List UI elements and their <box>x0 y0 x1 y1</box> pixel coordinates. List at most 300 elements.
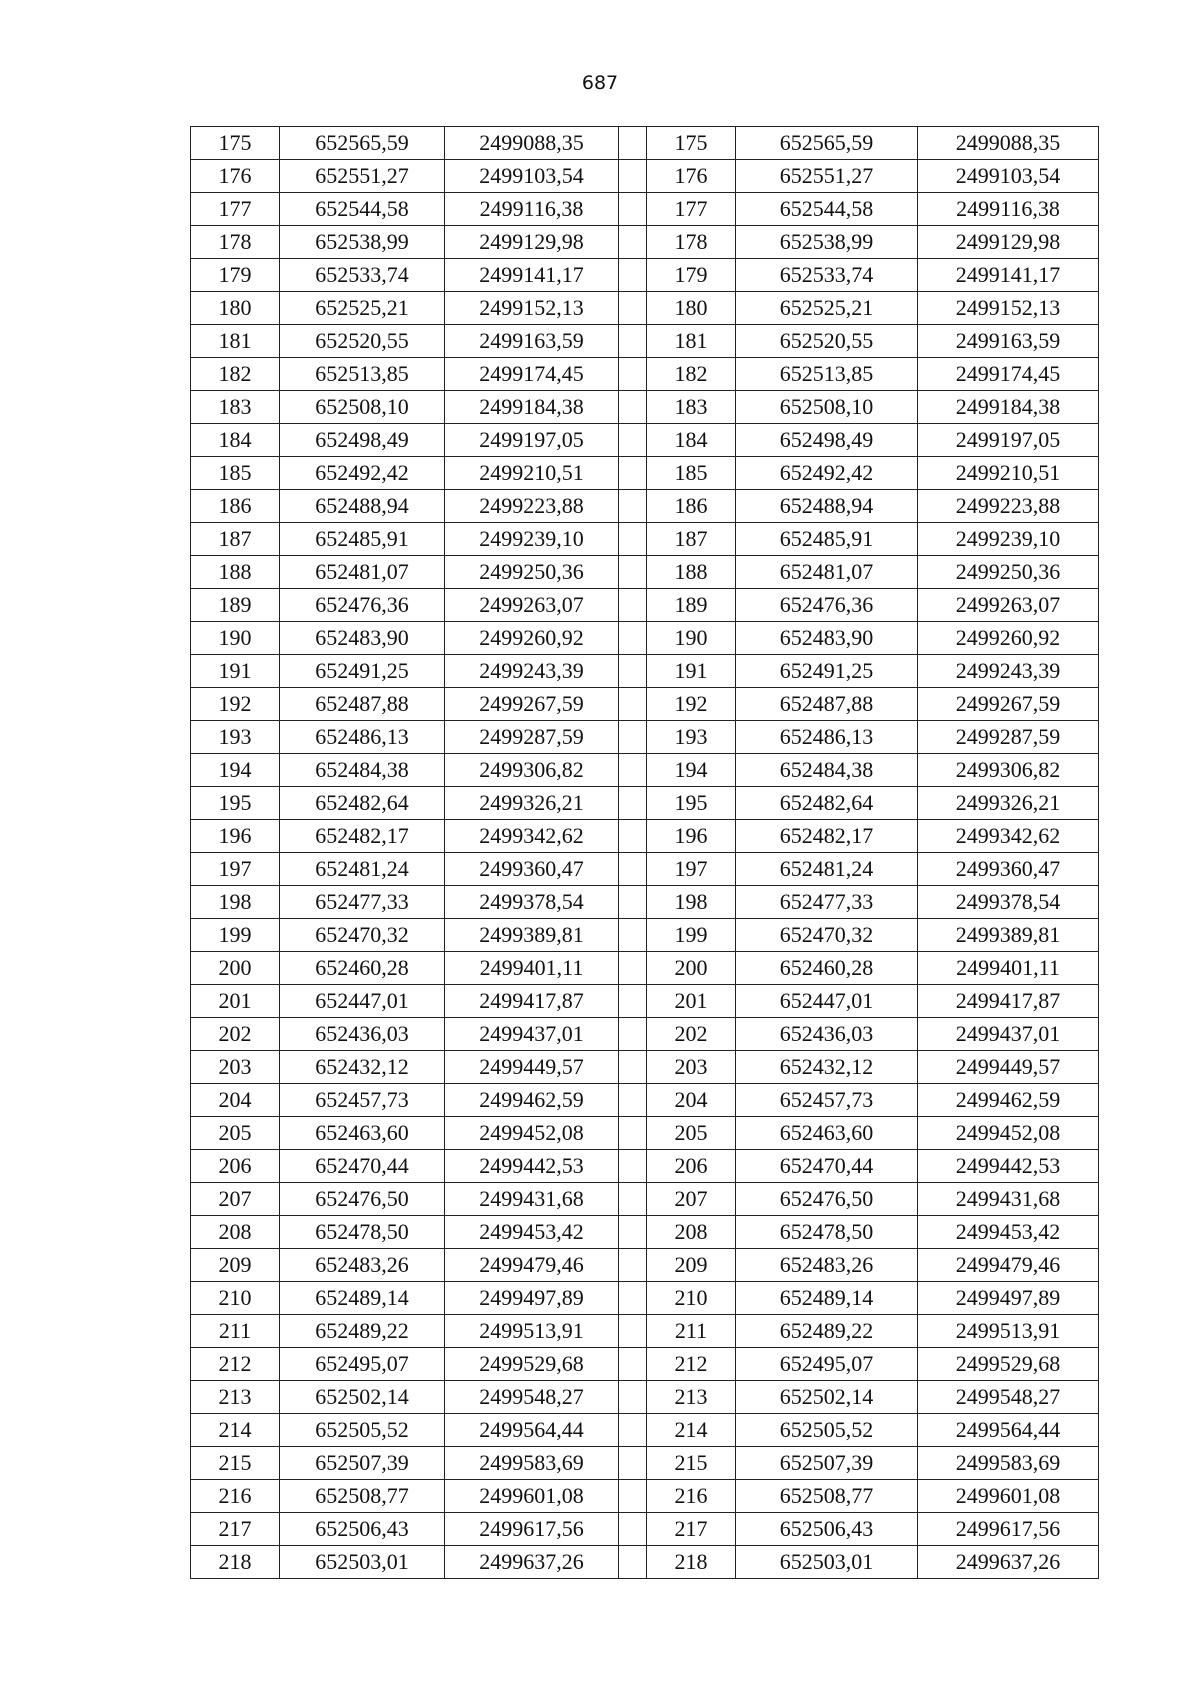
separator-cell <box>619 787 647 820</box>
table-row <box>191 1216 1099 1249</box>
x-coordinate-cell: 652484,38 <box>280 754 445 787</box>
y-coordinate-cell: 2499529,68 <box>918 1348 1099 1381</box>
x-coordinate-cell: 652432,12 <box>280 1051 445 1084</box>
separator-cell <box>619 1282 647 1315</box>
separator-cell <box>619 358 647 391</box>
x-coordinate-cell: 652432,12 <box>736 1051 918 1084</box>
x-coordinate-cell: 652565,59 <box>736 127 918 160</box>
x-coordinate-cell: 652457,73 <box>280 1084 445 1117</box>
separator-cell <box>619 1183 647 1216</box>
point-number-cell: 187 <box>191 523 280 556</box>
y-coordinate-cell: 2499197,05 <box>918 424 1099 457</box>
point-number-cell: 204 <box>191 1084 280 1117</box>
y-coordinate-cell: 2499306,82 <box>918 754 1099 787</box>
separator-cell <box>619 589 647 622</box>
point-number-cell: 197 <box>191 853 280 886</box>
table-row <box>191 1381 1099 1414</box>
y-coordinate-cell: 2499601,08 <box>918 1480 1099 1513</box>
y-coordinate-cell: 2499453,42 <box>445 1216 619 1249</box>
x-coordinate-cell: 652476,50 <box>280 1183 445 1216</box>
point-number-cell: 180 <box>647 292 736 325</box>
y-coordinate-cell: 2499210,51 <box>445 457 619 490</box>
y-coordinate-cell: 2499389,81 <box>445 919 619 952</box>
y-coordinate-cell: 2499116,38 <box>918 193 1099 226</box>
table-row <box>191 1315 1099 1348</box>
point-number-cell: 175 <box>191 127 280 160</box>
x-coordinate-cell: 652477,33 <box>280 886 445 919</box>
table-row <box>191 424 1099 457</box>
x-coordinate-cell: 652507,39 <box>280 1447 445 1480</box>
x-coordinate-cell: 652470,32 <box>736 919 918 952</box>
y-coordinate-cell: 2499360,47 <box>445 853 619 886</box>
point-number-cell: 217 <box>191 1513 280 1546</box>
x-coordinate-cell: 652489,22 <box>736 1315 918 1348</box>
point-number-cell: 189 <box>647 589 736 622</box>
table-row <box>191 193 1099 226</box>
x-coordinate-cell: 652502,14 <box>280 1381 445 1414</box>
coordinates-table-body <box>191 127 1099 1579</box>
x-coordinate-cell: 652533,74 <box>736 259 918 292</box>
y-coordinate-cell: 2499583,69 <box>445 1447 619 1480</box>
x-coordinate-cell: 652495,07 <box>736 1348 918 1381</box>
x-coordinate-cell: 652503,01 <box>736 1546 918 1579</box>
x-coordinate-cell: 652508,77 <box>280 1480 445 1513</box>
point-number-cell: 184 <box>647 424 736 457</box>
y-coordinate-cell: 2499513,91 <box>445 1315 619 1348</box>
y-coordinate-cell: 2499452,08 <box>918 1117 1099 1150</box>
point-number-cell: 207 <box>647 1183 736 1216</box>
separator-cell <box>619 820 647 853</box>
point-number-cell: 200 <box>191 952 280 985</box>
x-coordinate-cell: 652508,10 <box>280 391 445 424</box>
separator-cell <box>619 325 647 358</box>
y-coordinate-cell: 2499129,98 <box>445 226 619 259</box>
x-coordinate-cell: 652533,74 <box>280 259 445 292</box>
table-row <box>191 1414 1099 1447</box>
y-coordinate-cell: 2499287,59 <box>918 721 1099 754</box>
table-row <box>191 391 1099 424</box>
y-coordinate-cell: 2499163,59 <box>918 325 1099 358</box>
y-coordinate-cell: 2499306,82 <box>445 754 619 787</box>
x-coordinate-cell: 652476,36 <box>736 589 918 622</box>
y-coordinate-cell: 2499250,36 <box>445 556 619 589</box>
y-coordinate-cell: 2499431,68 <box>445 1183 619 1216</box>
x-coordinate-cell: 652482,17 <box>280 820 445 853</box>
point-number-cell: 177 <box>647 193 736 226</box>
point-number-cell: 178 <box>647 226 736 259</box>
point-number-cell: 209 <box>191 1249 280 1282</box>
point-number-cell: 199 <box>647 919 736 952</box>
y-coordinate-cell: 2499184,38 <box>445 391 619 424</box>
y-coordinate-cell: 2499243,39 <box>445 655 619 688</box>
point-number-cell: 190 <box>191 622 280 655</box>
x-coordinate-cell: 652538,99 <box>736 226 918 259</box>
y-coordinate-cell: 2499583,69 <box>918 1447 1099 1480</box>
point-number-cell: 181 <box>647 325 736 358</box>
x-coordinate-cell: 652488,94 <box>280 490 445 523</box>
table-row <box>191 853 1099 886</box>
y-coordinate-cell: 2499239,10 <box>445 523 619 556</box>
table-row <box>191 919 1099 952</box>
x-coordinate-cell: 652478,50 <box>736 1216 918 1249</box>
x-coordinate-cell: 652460,28 <box>736 952 918 985</box>
point-number-cell: 210 <box>647 1282 736 1315</box>
separator-cell <box>619 127 647 160</box>
x-coordinate-cell: 652491,25 <box>280 655 445 688</box>
x-coordinate-cell: 652486,13 <box>280 721 445 754</box>
point-number-cell: 202 <box>647 1018 736 1051</box>
point-number-cell: 201 <box>191 985 280 1018</box>
point-number-cell: 206 <box>191 1150 280 1183</box>
point-number-cell: 189 <box>191 589 280 622</box>
point-number-cell: 184 <box>191 424 280 457</box>
x-coordinate-cell: 652481,07 <box>280 556 445 589</box>
y-coordinate-cell: 2499326,21 <box>918 787 1099 820</box>
point-number-cell: 196 <box>191 820 280 853</box>
table-row <box>191 325 1099 358</box>
y-coordinate-cell: 2499449,57 <box>445 1051 619 1084</box>
separator-cell <box>619 292 647 325</box>
point-number-cell: 211 <box>647 1315 736 1348</box>
table-row <box>191 1447 1099 1480</box>
x-coordinate-cell: 652486,13 <box>736 721 918 754</box>
table-row <box>191 886 1099 919</box>
y-coordinate-cell: 2499497,89 <box>445 1282 619 1315</box>
y-coordinate-cell: 2499210,51 <box>918 457 1099 490</box>
y-coordinate-cell: 2499174,45 <box>445 358 619 391</box>
x-coordinate-cell: 652525,21 <box>280 292 445 325</box>
table-row <box>191 1051 1099 1084</box>
y-coordinate-cell: 2499417,87 <box>445 985 619 1018</box>
table-row <box>191 1018 1099 1051</box>
y-coordinate-cell: 2499267,59 <box>445 688 619 721</box>
y-coordinate-cell: 2499263,07 <box>445 589 619 622</box>
y-coordinate-cell: 2499263,07 <box>918 589 1099 622</box>
y-coordinate-cell: 2499417,87 <box>918 985 1099 1018</box>
y-coordinate-cell: 2499342,62 <box>445 820 619 853</box>
x-coordinate-cell: 652483,90 <box>280 622 445 655</box>
point-number-cell: 216 <box>647 1480 736 1513</box>
x-coordinate-cell: 652482,17 <box>736 820 918 853</box>
separator-cell <box>619 226 647 259</box>
y-coordinate-cell: 2499260,92 <box>445 622 619 655</box>
point-number-cell: 211 <box>191 1315 280 1348</box>
x-coordinate-cell: 652505,52 <box>280 1414 445 1447</box>
x-coordinate-cell: 652565,59 <box>280 127 445 160</box>
point-number-cell: 208 <box>647 1216 736 1249</box>
x-coordinate-cell: 652489,14 <box>280 1282 445 1315</box>
y-coordinate-cell: 2499401,11 <box>445 952 619 985</box>
separator-cell <box>619 259 647 292</box>
x-coordinate-cell: 652463,60 <box>280 1117 445 1150</box>
y-coordinate-cell: 2499088,35 <box>918 127 1099 160</box>
separator-cell <box>619 1018 647 1051</box>
point-number-cell: 183 <box>191 391 280 424</box>
y-coordinate-cell: 2499103,54 <box>445 160 619 193</box>
point-number-cell: 212 <box>647 1348 736 1381</box>
x-coordinate-cell: 652525,21 <box>736 292 918 325</box>
table-row <box>191 226 1099 259</box>
separator-cell <box>619 1051 647 1084</box>
x-coordinate-cell: 652481,24 <box>280 853 445 886</box>
x-coordinate-cell: 652483,26 <box>280 1249 445 1282</box>
x-coordinate-cell: 652513,85 <box>280 358 445 391</box>
y-coordinate-cell: 2499601,08 <box>445 1480 619 1513</box>
separator-cell <box>619 1348 647 1381</box>
point-number-cell: 196 <box>647 820 736 853</box>
separator-cell <box>619 1117 647 1150</box>
y-coordinate-cell: 2499389,81 <box>918 919 1099 952</box>
x-coordinate-cell: 652489,22 <box>280 1315 445 1348</box>
point-number-cell: 192 <box>647 688 736 721</box>
table-row <box>191 655 1099 688</box>
separator-cell <box>619 391 647 424</box>
y-coordinate-cell: 2499617,56 <box>445 1513 619 1546</box>
point-number-cell: 213 <box>191 1381 280 1414</box>
y-coordinate-cell: 2499116,38 <box>445 193 619 226</box>
point-number-cell: 191 <box>191 655 280 688</box>
x-coordinate-cell: 652506,43 <box>736 1513 918 1546</box>
table-row <box>191 1282 1099 1315</box>
separator-cell <box>619 1414 647 1447</box>
x-coordinate-cell: 652483,26 <box>736 1249 918 1282</box>
y-coordinate-cell: 2499513,91 <box>918 1315 1099 1348</box>
x-coordinate-cell: 652481,07 <box>736 556 918 589</box>
point-number-cell: 182 <box>647 358 736 391</box>
table-row <box>191 292 1099 325</box>
table-row <box>191 820 1099 853</box>
table-row <box>191 952 1099 985</box>
y-coordinate-cell: 2499174,45 <box>918 358 1099 391</box>
x-coordinate-cell: 652487,88 <box>736 688 918 721</box>
y-coordinate-cell: 2499243,39 <box>918 655 1099 688</box>
x-coordinate-cell: 652485,91 <box>736 523 918 556</box>
x-coordinate-cell: 652447,01 <box>736 985 918 1018</box>
y-coordinate-cell: 2499239,10 <box>918 523 1099 556</box>
point-number-cell: 183 <box>647 391 736 424</box>
x-coordinate-cell: 652507,39 <box>736 1447 918 1480</box>
x-coordinate-cell: 652538,99 <box>280 226 445 259</box>
y-coordinate-cell: 2499326,21 <box>445 787 619 820</box>
x-coordinate-cell: 652492,42 <box>280 457 445 490</box>
point-number-cell: 209 <box>647 1249 736 1282</box>
x-coordinate-cell: 652463,60 <box>736 1117 918 1150</box>
table-row <box>191 556 1099 589</box>
point-number-cell: 203 <box>647 1051 736 1084</box>
x-coordinate-cell: 652491,25 <box>736 655 918 688</box>
coordinates-table <box>190 126 1099 1579</box>
page-number: 687 <box>581 72 619 94</box>
y-coordinate-cell: 2499548,27 <box>445 1381 619 1414</box>
y-coordinate-cell: 2499197,05 <box>445 424 619 457</box>
table-row <box>191 259 1099 292</box>
point-number-cell: 175 <box>647 127 736 160</box>
x-coordinate-cell: 652520,55 <box>280 325 445 358</box>
y-coordinate-cell: 2499442,53 <box>445 1150 619 1183</box>
point-number-cell: 187 <box>647 523 736 556</box>
x-coordinate-cell: 652483,90 <box>736 622 918 655</box>
point-number-cell: 180 <box>191 292 280 325</box>
y-coordinate-cell: 2499449,57 <box>918 1051 1099 1084</box>
x-coordinate-cell: 652481,24 <box>736 853 918 886</box>
y-coordinate-cell: 2499453,42 <box>918 1216 1099 1249</box>
x-coordinate-cell: 652506,43 <box>280 1513 445 1546</box>
separator-cell <box>619 1513 647 1546</box>
point-number-cell: 194 <box>647 754 736 787</box>
y-coordinate-cell: 2499152,13 <box>445 292 619 325</box>
y-coordinate-cell: 2499479,46 <box>918 1249 1099 1282</box>
y-coordinate-cell: 2499564,44 <box>445 1414 619 1447</box>
point-number-cell: 188 <box>191 556 280 589</box>
x-coordinate-cell: 652551,27 <box>736 160 918 193</box>
x-coordinate-cell: 652477,33 <box>736 886 918 919</box>
y-coordinate-cell: 2499548,27 <box>918 1381 1099 1414</box>
point-number-cell: 181 <box>191 325 280 358</box>
point-number-cell: 192 <box>191 688 280 721</box>
point-number-cell: 199 <box>191 919 280 952</box>
y-coordinate-cell: 2499223,88 <box>918 490 1099 523</box>
table-row <box>191 1150 1099 1183</box>
y-coordinate-cell: 2499431,68 <box>918 1183 1099 1216</box>
table-row <box>191 1348 1099 1381</box>
x-coordinate-cell: 652551,27 <box>280 160 445 193</box>
x-coordinate-cell: 652502,14 <box>736 1381 918 1414</box>
table-row <box>191 1183 1099 1216</box>
separator-cell <box>619 655 647 688</box>
point-number-cell: 195 <box>191 787 280 820</box>
point-number-cell: 210 <box>191 1282 280 1315</box>
x-coordinate-cell: 652476,50 <box>736 1183 918 1216</box>
point-number-cell: 194 <box>191 754 280 787</box>
table-row <box>191 985 1099 1018</box>
x-coordinate-cell: 652447,01 <box>280 985 445 1018</box>
x-coordinate-cell: 652544,58 <box>280 193 445 226</box>
y-coordinate-cell: 2499260,92 <box>918 622 1099 655</box>
y-coordinate-cell: 2499088,35 <box>445 127 619 160</box>
y-coordinate-cell: 2499267,59 <box>918 688 1099 721</box>
separator-cell <box>619 424 647 457</box>
point-number-cell: 205 <box>191 1117 280 1150</box>
point-number-cell: 201 <box>647 985 736 1018</box>
point-number-cell: 197 <box>647 853 736 886</box>
separator-cell <box>619 556 647 589</box>
separator-cell <box>619 1216 647 1249</box>
point-number-cell: 191 <box>647 655 736 688</box>
separator-cell <box>619 490 647 523</box>
x-coordinate-cell: 652520,55 <box>736 325 918 358</box>
x-coordinate-cell: 652436,03 <box>736 1018 918 1051</box>
y-coordinate-cell: 2499529,68 <box>445 1348 619 1381</box>
separator-cell <box>619 853 647 886</box>
point-number-cell: 202 <box>191 1018 280 1051</box>
separator-cell <box>619 1084 647 1117</box>
y-coordinate-cell: 2499479,46 <box>445 1249 619 1282</box>
y-coordinate-cell: 2499129,98 <box>918 226 1099 259</box>
separator-cell <box>619 1249 647 1282</box>
y-coordinate-cell: 2499401,11 <box>918 952 1099 985</box>
x-coordinate-cell: 652482,64 <box>280 787 445 820</box>
x-coordinate-cell: 652470,44 <box>280 1150 445 1183</box>
point-number-cell: 185 <box>191 457 280 490</box>
point-number-cell: 214 <box>647 1414 736 1447</box>
x-coordinate-cell: 652498,49 <box>736 424 918 457</box>
table-row <box>191 721 1099 754</box>
y-coordinate-cell: 2499637,26 <box>445 1546 619 1579</box>
separator-cell <box>619 457 647 490</box>
point-number-cell: 195 <box>647 787 736 820</box>
point-number-cell: 190 <box>647 622 736 655</box>
point-number-cell: 179 <box>191 259 280 292</box>
point-number-cell: 204 <box>647 1084 736 1117</box>
table-row <box>191 358 1099 391</box>
point-number-cell: 205 <box>647 1117 736 1150</box>
separator-cell <box>619 985 647 1018</box>
x-coordinate-cell: 652476,36 <box>280 589 445 622</box>
x-coordinate-cell: 652498,49 <box>280 424 445 457</box>
x-coordinate-cell: 652544,58 <box>736 193 918 226</box>
y-coordinate-cell: 2499462,59 <box>445 1084 619 1117</box>
y-coordinate-cell: 2499442,53 <box>918 1150 1099 1183</box>
y-coordinate-cell: 2499342,62 <box>918 820 1099 853</box>
x-coordinate-cell: 652508,10 <box>736 391 918 424</box>
y-coordinate-cell: 2499497,89 <box>918 1282 1099 1315</box>
table-row <box>191 457 1099 490</box>
separator-cell <box>619 622 647 655</box>
x-coordinate-cell: 652488,94 <box>736 490 918 523</box>
y-coordinate-cell: 2499637,26 <box>918 1546 1099 1579</box>
point-number-cell: 206 <box>647 1150 736 1183</box>
point-number-cell: 198 <box>191 886 280 919</box>
point-number-cell: 179 <box>647 259 736 292</box>
y-coordinate-cell: 2499103,54 <box>918 160 1099 193</box>
point-number-cell: 176 <box>191 160 280 193</box>
y-coordinate-cell: 2499184,38 <box>918 391 1099 424</box>
point-number-cell: 177 <box>191 193 280 226</box>
point-number-cell: 176 <box>647 160 736 193</box>
separator-cell <box>619 1480 647 1513</box>
table-row <box>191 1513 1099 1546</box>
x-coordinate-cell: 652485,91 <box>280 523 445 556</box>
separator-cell <box>619 523 647 556</box>
table-row <box>191 688 1099 721</box>
y-coordinate-cell: 2499287,59 <box>445 721 619 754</box>
point-number-cell: 186 <box>647 490 736 523</box>
separator-cell <box>619 886 647 919</box>
table-row <box>191 1084 1099 1117</box>
point-number-cell: 203 <box>191 1051 280 1084</box>
point-number-cell: 218 <box>647 1546 736 1579</box>
x-coordinate-cell: 652505,52 <box>736 1414 918 1447</box>
x-coordinate-cell: 652487,88 <box>280 688 445 721</box>
table-row <box>191 127 1099 160</box>
y-coordinate-cell: 2499452,08 <box>445 1117 619 1150</box>
point-number-cell: 218 <box>191 1546 280 1579</box>
y-coordinate-cell: 2499163,59 <box>445 325 619 358</box>
separator-cell <box>619 1315 647 1348</box>
point-number-cell: 214 <box>191 1414 280 1447</box>
point-number-cell: 207 <box>191 1183 280 1216</box>
separator-cell <box>619 1546 647 1579</box>
point-number-cell: 193 <box>191 721 280 754</box>
separator-cell <box>619 952 647 985</box>
separator-cell <box>619 919 647 952</box>
point-number-cell: 217 <box>647 1513 736 1546</box>
separator-cell <box>619 688 647 721</box>
table-row <box>191 160 1099 193</box>
y-coordinate-cell: 2499250,36 <box>918 556 1099 589</box>
table-row <box>191 1117 1099 1150</box>
point-number-cell: 186 <box>191 490 280 523</box>
